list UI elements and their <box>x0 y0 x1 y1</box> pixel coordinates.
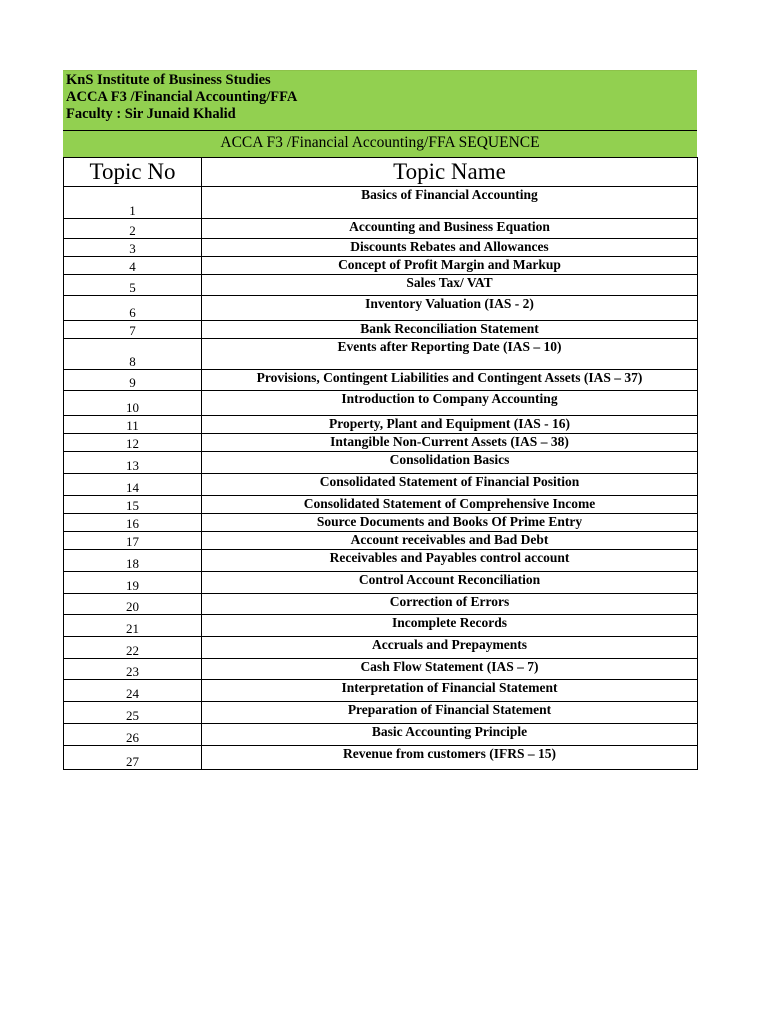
table-row <box>64 452 698 474</box>
topic-number: 14 <box>64 474 202 496</box>
topic-number: 16 <box>64 514 202 532</box>
topic-name: Correction of Errors <box>202 594 698 615</box>
table-row <box>64 572 698 594</box>
topic-name: Basic Accounting Principle <box>202 724 698 746</box>
topic-number: 17 <box>64 532 202 550</box>
faculty-name: Faculty : Sir Junaid Khalid <box>66 106 236 122</box>
topic-number: 1 <box>64 187 202 219</box>
table-header-row <box>64 158 698 187</box>
table-row <box>64 615 698 637</box>
table-row <box>64 659 698 680</box>
table-row <box>64 550 698 572</box>
table-row <box>64 187 698 219</box>
topic-number: 15 <box>64 496 202 514</box>
table-row <box>64 680 698 702</box>
table-row <box>64 702 698 724</box>
topic-name: Concept of Profit Margin and Markup <box>202 257 698 275</box>
topic-number: 20 <box>64 594 202 615</box>
table-row <box>64 296 698 321</box>
topic-name: Property, Plant and Equipment (IAS - 16) <box>202 416 698 434</box>
table-row <box>64 746 698 770</box>
topic-name: Consolidated Statement of Financial Position <box>202 474 698 496</box>
topic-number: 7 <box>64 321 202 339</box>
topic-number: 2 <box>64 219 202 239</box>
topic-number: 25 <box>64 702 202 724</box>
topic-name: Revenue from customers (IFRS – 15) <box>202 746 698 770</box>
topic-number: 4 <box>64 257 202 275</box>
column-header-topic-no: Topic No <box>64 158 202 187</box>
topic-number: 23 <box>64 659 202 680</box>
topic-name: Accruals and Prepayments <box>202 637 698 659</box>
topic-table <box>63 157 698 770</box>
table-row <box>64 257 698 275</box>
sequence-title: ACCA F3 /Financial Accounting/FFA SEQUENCE <box>63 130 697 157</box>
table-row <box>64 219 698 239</box>
topic-name: Basics of Financial Accounting <box>202 187 698 219</box>
topic-name: Introduction to Company Accounting <box>202 391 698 416</box>
topic-name: Accounting and Business Equation <box>202 219 698 239</box>
topic-name: Control Account Reconciliation <box>202 572 698 594</box>
topic-name: Bank Reconciliation Statement <box>202 321 698 339</box>
topic-number: 5 <box>64 275 202 296</box>
topic-number: 18 <box>64 550 202 572</box>
topic-number: 27 <box>64 746 202 770</box>
table-row <box>64 339 698 370</box>
topic-name: Provisions, Contingent Liabilities and Contingent Assets (IAS – 37) <box>202 370 698 391</box>
topic-name: Sales Tax/ VAT <box>202 275 698 296</box>
topic-name: Events after Reporting Date (IAS – 10) <box>202 339 698 370</box>
institute-name: KnS Institute of Business Studies <box>66 72 271 88</box>
column-header-topic-name: Topic Name <box>202 158 698 187</box>
topic-number: 9 <box>64 370 202 391</box>
topic-name: Consolidation Basics <box>202 452 698 474</box>
topic-name: Source Documents and Books Of Prime Entry <box>202 514 698 532</box>
course-title: ACCA F3 /Financial Accounting/FFA <box>66 89 298 105</box>
topic-number: 19 <box>64 572 202 594</box>
table-row <box>64 532 698 550</box>
table-row <box>64 239 698 257</box>
topic-name: Discounts Rebates and Allowances <box>202 239 698 257</box>
table-row <box>64 434 698 452</box>
topic-number: 22 <box>64 637 202 659</box>
header-block <box>63 70 697 130</box>
table-row <box>64 391 698 416</box>
topic-number: 24 <box>64 680 202 702</box>
table-row <box>64 321 698 339</box>
topic-number: 10 <box>64 391 202 416</box>
table-row <box>64 724 698 746</box>
topic-name: Intangible Non-Current Assets (IAS – 38) <box>202 434 698 452</box>
table-row <box>64 637 698 659</box>
table-row <box>64 594 698 615</box>
table-row <box>64 275 698 296</box>
topic-number: 11 <box>64 416 202 434</box>
topic-name: Cash Flow Statement (IAS – 7) <box>202 659 698 680</box>
table-row <box>64 514 698 532</box>
topic-name: Receivables and Payables control account <box>202 550 698 572</box>
topic-name: Preparation of Financial Statement <box>202 702 698 724</box>
topic-name: Account receivables and Bad Debt <box>202 532 698 550</box>
topic-number: 3 <box>64 239 202 257</box>
topic-number: 13 <box>64 452 202 474</box>
topic-name: Inventory Valuation (IAS - 2) <box>202 296 698 321</box>
topic-number: 21 <box>64 615 202 637</box>
table-row <box>64 474 698 496</box>
topic-name: Consolidated Statement of Comprehensive Income <box>202 496 698 514</box>
table-row <box>64 370 698 391</box>
topic-name: Interpretation of Financial Statement <box>202 680 698 702</box>
topic-number: 6 <box>64 296 202 321</box>
table-row <box>64 416 698 434</box>
topic-sequence-sheet <box>63 70 697 770</box>
table-row <box>64 496 698 514</box>
topic-number: 8 <box>64 339 202 370</box>
topic-name: Incomplete Records <box>202 615 698 637</box>
topic-number: 26 <box>64 724 202 746</box>
topic-number: 12 <box>64 434 202 452</box>
